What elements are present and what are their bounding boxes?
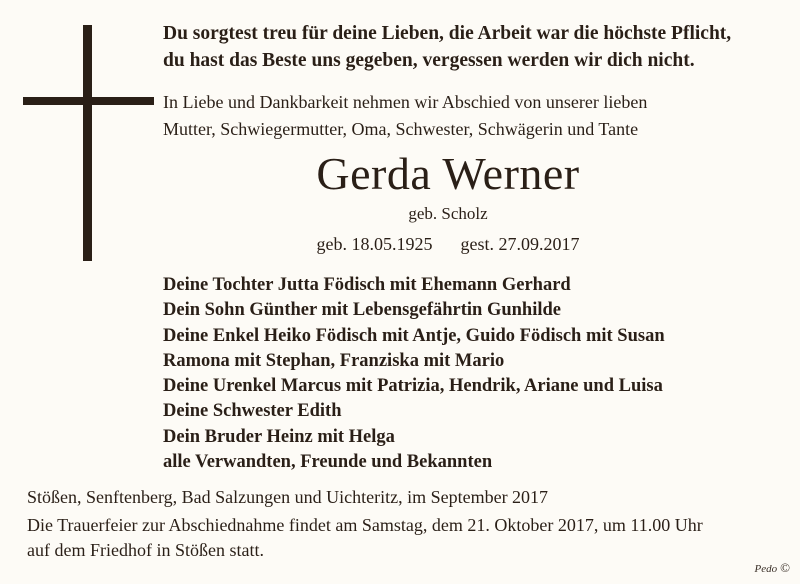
mourner-line: Dein Bruder Heinz mit Helga [163, 426, 395, 447]
deceased-name: Gerda Werner [316, 148, 580, 199]
life-dates [163, 232, 733, 256]
birth-name: geb. Scholz [408, 204, 488, 223]
intro-line: Mutter, Schwiegermutter, Oma, Schwester, Schwägerin und Tante [163, 119, 639, 139]
motto-line: du hast das Beste uns gegeben, vergessen werden wir dich nicht. [163, 50, 695, 71]
funeral-line: Die Trauerfeier zur Abschiednahme findet am Samstag, dem 21. Oktober 2017, um 11.00 Uhr [27, 515, 703, 535]
cross-horizontal-bar [23, 97, 154, 105]
mourner-line: Dein Sohn Günther mit Lebensgefährtin Gunhilde [163, 300, 561, 321]
funeral-notice [27, 513, 787, 563]
death-date: gest. 27.09.2017 [460, 234, 580, 254]
mourner-line: Deine Tochter Jutta Födisch mit Ehemann Gerhard [163, 275, 571, 295]
intro-line: In Liebe und Dankbarkeit nehmen wir Abschied von unserer lieben [163, 92, 648, 112]
cross-vertical-bar [83, 25, 92, 261]
mourner-line: Deine Urenkel Marcus mit Patrizia, Hendrik, Ariane und Luisa [163, 376, 663, 397]
mourner-line: Ramona mit Stephan, Franziska mit Mario [163, 350, 505, 371]
mourner-line: Deine Schwester Edith [163, 401, 342, 422]
mourner-line: alle Verwandten, Freunde und Bekannten [163, 452, 493, 473]
birth-date: geb. 18.05.1925 [316, 234, 433, 254]
signature-text: Pedo [754, 563, 778, 575]
funeral-line: auf dem Friedhof in Stößen statt. [27, 540, 264, 560]
designer-signature [755, 560, 791, 576]
copyright-symbol: © [780, 560, 790, 575]
intro-text [163, 89, 793, 143]
mourners-list [163, 273, 793, 475]
place-and-date: Stößen, Senftenberg, Bad Salzungen und Uichteritz, im September 2017 [27, 487, 549, 507]
mourner-line: Deine Enkel Heiko Födisch mit Antje, Guido Födisch mit Susan [163, 325, 665, 346]
motto-verse [163, 20, 793, 74]
motto-line: Du sorgtest treu für deine Lieben, die Arbeit war die höchste Pflicht, [163, 23, 732, 44]
